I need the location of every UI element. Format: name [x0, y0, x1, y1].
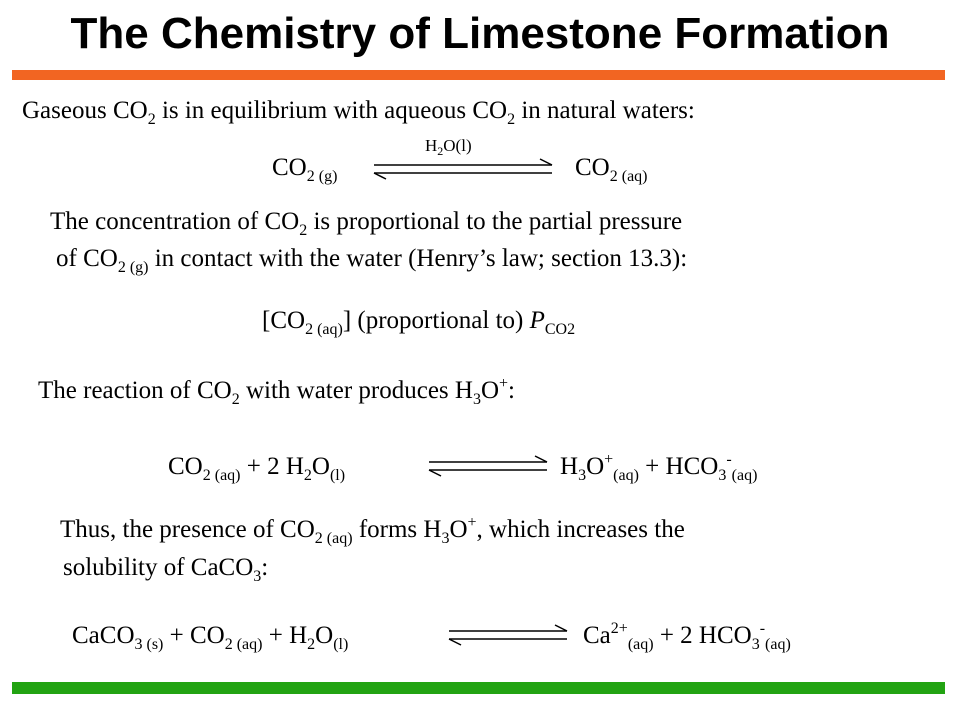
para3-text: The reaction of $CO_2$ with water produces $H_3O^+$: — [38, 375, 515, 408]
eq4-left: CaCO$_{3 (s)}$ + $CO_{2 (aq)} + H_2O_{(l)}$ — [72, 622, 349, 653]
para4-line1: Thus, the presence of $CO_{2 (aq)}$ forms $H_3O^+$, which increases the — [60, 514, 685, 547]
title-underline-rule — [12, 70, 945, 80]
equilibrium-arrow-icon — [445, 624, 570, 646]
slide-title: The Chemistry of Limestone Formation — [70, 9, 890, 58]
equilibrium-arrow-icon — [425, 455, 550, 477]
eq4-right: $Ca^{2+}_{(aq)} + 2$ $HCO_3^-_{(aq)}$ — [583, 620, 791, 653]
eq3-right: $H_3O^+_{(aq)} + HCO_3^-_{(aq)}$ — [560, 451, 758, 484]
eq1-catalyst: $H_2O(l)$ — [425, 136, 472, 158]
eq3-left: $CO_{2 (aq)} + 2$ $H_2O_{(l)}$ — [168, 453, 346, 484]
equilibrium-arrow-icon — [370, 158, 555, 180]
bottom-rule — [12, 682, 945, 694]
eq1-right: $CO_{2 (aq)}$ — [575, 154, 648, 185]
para2-line2: of $CO_{2 (g)}$ in contact with the water (Henry’s law; section 13.3): — [56, 245, 688, 276]
eq2-henry: $[CO_{2 (aq)}]$ (proportional to) $P_{CO2}$ — [262, 307, 576, 338]
eq1-left: $CO_{2 (g)}$ — [272, 154, 338, 185]
para4-line2: solubility of CaCO$_3$: — [63, 554, 269, 585]
para2-line1: The concentration of $CO_2$ is proportional to the partial pressure — [50, 208, 683, 239]
intro-text: Gaseous $CO_2$ is in equilibrium with aqueous $CO_2$ in natural waters: — [22, 97, 695, 128]
